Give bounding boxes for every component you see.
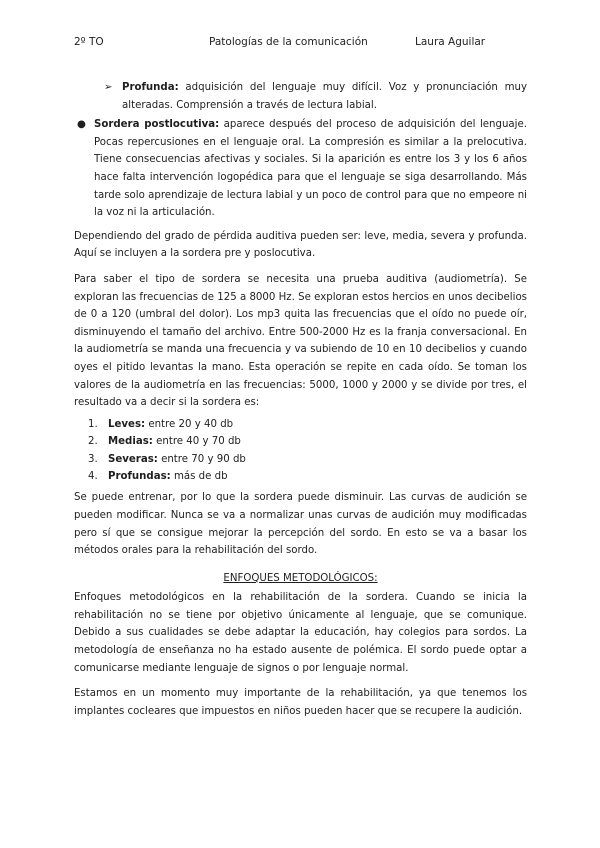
level-term: Medias: xyxy=(108,436,153,448)
list-item xyxy=(74,416,527,433)
page-header xyxy=(0,36,600,52)
paragraph-implantes: Estamos en un momento muy importante de la rehabilitación, ya que tenemos los implantes cocleares que impuestos en niños pueden hacer que se recupere la audición. xyxy=(74,688,527,717)
paragraph-grados: Dependiendo del grado de pérdida auditiva pueden ser: leve, media, severa y profunda. Aquí se incluyen a la sordera pre y poslocutiva. xyxy=(74,230,527,260)
bullet-dot-icon: ● xyxy=(77,119,86,131)
level-range: entre 70 y 90 db xyxy=(157,453,246,465)
definition-profunda: adquisición del lenguaje muy difícil. Voz y pronunciación muy alteradas. Comprensión a través de lectura labial. xyxy=(122,82,527,111)
arrow-bullet-icon: ➢ xyxy=(104,82,113,93)
header-author: Laura Aguilar xyxy=(415,36,486,48)
document-body xyxy=(74,79,527,728)
list-item xyxy=(74,468,527,485)
level-term: Profundas: xyxy=(108,470,171,482)
list-number: 2. xyxy=(88,436,98,448)
list-item xyxy=(74,451,527,468)
paragraph-entrenamiento: Se puede entrenar, por lo que la sordera puede disminuir. Las curvas de audición se pueden modificar. Nunca se va a normalizar unas curvas de audición muy modificadas pero sí que se consigue mejorar la percepción del sordo. En esto se va a basar los métodos orales para la rehabilitación del sordo. xyxy=(74,492,527,557)
section-title-enfoques: ENFOQUES METODOLÓGICOS: xyxy=(223,572,378,584)
term-profunda: Profunda: xyxy=(122,82,179,93)
list-number: 1. xyxy=(88,418,98,430)
level-term: Severas: xyxy=(108,453,158,465)
list-number: 4. xyxy=(88,470,98,482)
definition-postlocutiva: aparece después del proceso de adquisición del lenguaje. Pocas repercusiones en el lenguaje oral. La compresión es similar a la prelocutiva. Tiene consecuencias afectivas y sociales. Si la aparición es entre los 3 y los 6 años hace falta intervención logopédica para que el lenguaje se siga desarrollando. Más tarde solo aprendizaje de lectura labial y un poco de control para que no empeore ni la voz ni la articulación. xyxy=(94,119,528,219)
level-range: entre 40 y 70 db xyxy=(152,436,241,448)
list-item-postlocutiva xyxy=(74,116,527,222)
term-postlocutiva: Sordera postlocutiva: xyxy=(94,119,220,131)
level-range: entre 20 y 40 db xyxy=(145,418,234,430)
paragraph-enfoques: Enfoques metodológicos en la rehabilitación de la sordera. Cuando se inicia la rehabilitación no se tiene por objetivo únicamente al lenguaje, que se comunique. Debido a sus cualidades se debe adaptar la educación, hay colegios para sordos. La metodología de enseñanza no ha estado ausente de polémica. El sordo puede optar a comunicarse mediante lenguaje de signos o por lenguaje normal. xyxy=(74,592,527,674)
list-number: 3. xyxy=(88,453,98,465)
level-range: más de db xyxy=(170,470,228,482)
level-term: Leves: xyxy=(108,418,146,430)
paragraph-audiometria: Para saber el tipo de sordera se necesita una prueba auditiva (audiometría). Se exploran las frecuencias de 125 a 8000 Hz. Se exploran estos hercios en unos decibelios de 0 a 120 (umbral del dolor). Los mp3 quita las frecuencias que el oído no puede oír, disminuyendo el tamaño del archivo. Entre 500-2000 Hz es la franja conversacional. En la audiometría se manda una frecuencia y va subiendo de 10 en 10 decibelios y cuando oyes el pitido levantas la mano. Esta operación se repite en cada oído. Se toman los valores de la audiometría en las frecuencias: 5000, 1000 y 2000 y se divide por tres, el resultado va a decir si la sordera es: xyxy=(74,273,527,409)
hearing-loss-levels-list xyxy=(74,416,527,486)
list-item xyxy=(74,433,527,450)
header-subject: Patologías de la comunicación xyxy=(209,36,368,48)
header-course: 2º TO xyxy=(74,36,104,48)
list-item-profunda xyxy=(74,79,527,114)
